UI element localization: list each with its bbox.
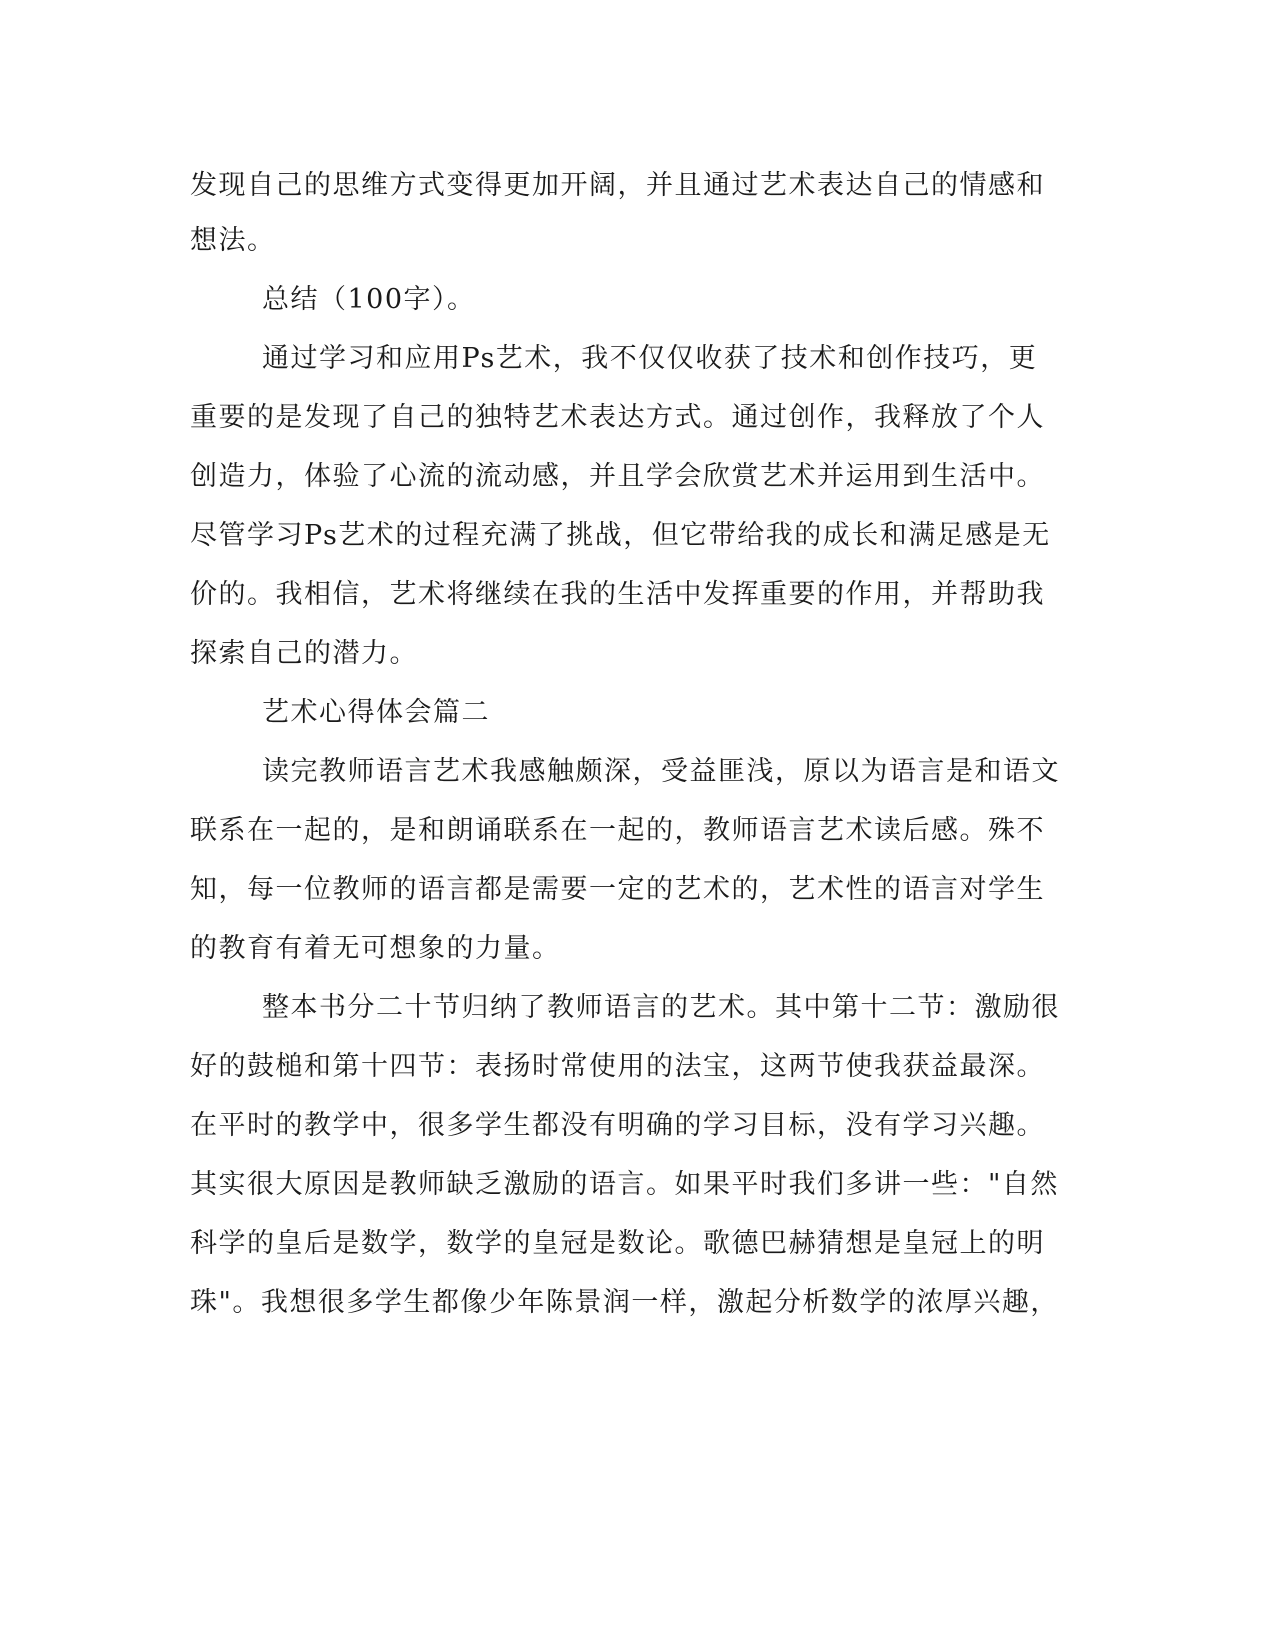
paragraph-first-line: 读完教师语言艺术我感触颇深，受益匪浅，原以为语言是和语文 xyxy=(262,756,1060,787)
section-heading: 总结（100字）。 xyxy=(262,284,476,315)
text-line: 探索自己的潜力。 xyxy=(190,638,418,669)
text-line: 创造力，体验了心流的流动感，并且学会欣赏艺术并运用到生活中。 xyxy=(190,461,1045,492)
text-line: 的教育有着无可想象的力量。 xyxy=(190,933,561,964)
paragraph-first-line: 整本书分二十节归纳了教师语言的艺术。其中第十二节：激励很 xyxy=(262,992,1060,1023)
text-line: 在平时的教学中，很多学生都没有明确的学习目标，没有学习兴趣。 xyxy=(190,1110,1045,1141)
text-line: 发现自己的思维方式变得更加开阔，并且通过艺术表达自己的情感和 xyxy=(190,170,1045,201)
text-line: 重要的是发现了自己的独特艺术表达方式。通过创作，我释放了个人 xyxy=(190,402,1045,433)
text-line: 尽管学习Ps艺术的过程充满了挑战，但它带给我的成长和满足感是无 xyxy=(190,520,1051,551)
text-line: 价的。我相信，艺术将继续在我的生活中发挥重要的作用，并帮助我 xyxy=(190,579,1045,610)
text-line: 好的鼓槌和第十四节：表扬时常使用的法宝，这两节使我获益最深。 xyxy=(190,1051,1045,1082)
text-line: 珠"。我想很多学生都像少年陈景润一样，激起分析数学的浓厚兴趣， xyxy=(190,1287,1059,1318)
text-line: 其实很大原因是教师缺乏激励的语言。如果平时我们多讲一些："自然 xyxy=(190,1169,1059,1200)
text-line: 想法。 xyxy=(190,225,276,256)
paragraph-first-line: 通过学习和应用Ps艺术，我不仅仅收获了技术和创作技巧，更 xyxy=(262,343,1038,374)
text-line: 科学的皇后是数学，数学的皇冠是数论。歌德巴赫猜想是皇冠上的明 xyxy=(190,1228,1045,1259)
section-heading: 艺术心得体会篇二 xyxy=(262,697,490,728)
text-line: 联系在一起的，是和朗诵联系在一起的，教师语言艺术读后感。殊不 xyxy=(190,815,1045,846)
text-line: 知，每一位教师的语言都是需要一定的艺术的，艺术性的语言对学生 xyxy=(190,874,1045,905)
